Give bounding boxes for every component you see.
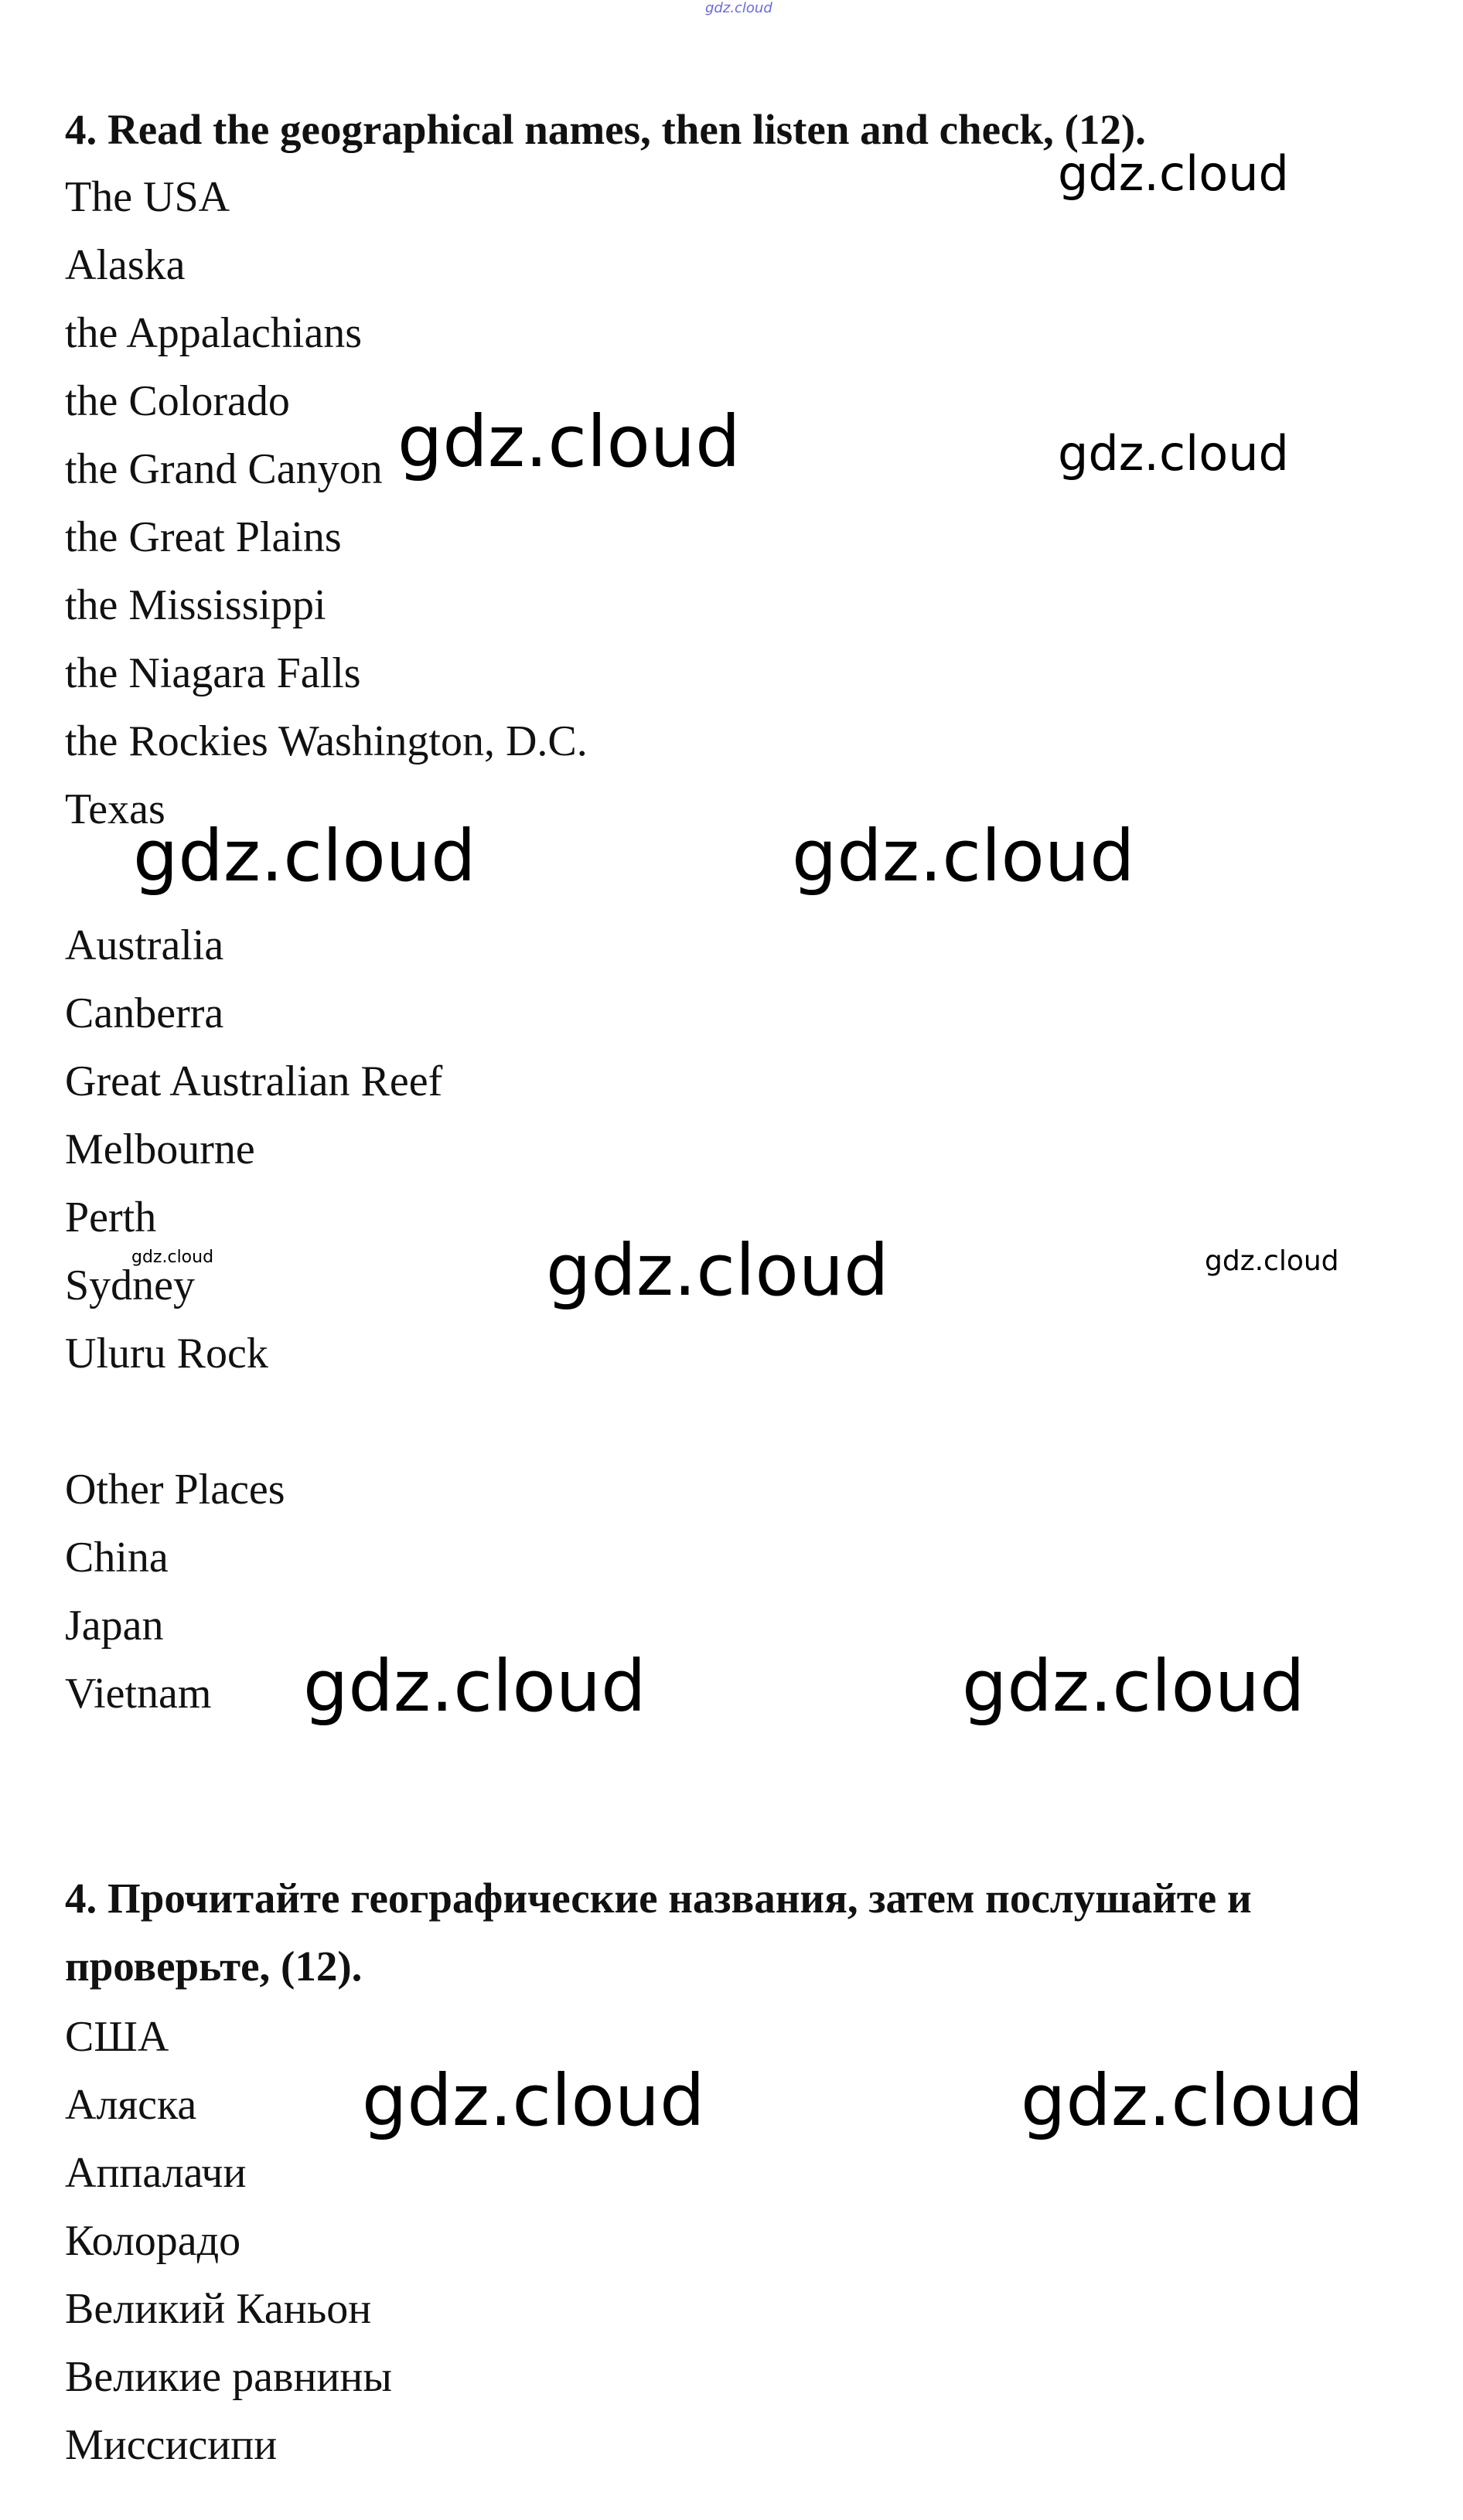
place-name: the Great Plains	[65, 513, 342, 561]
place-name: the Rockies Washington, D.C.	[65, 717, 588, 765]
place-name: The USA	[65, 173, 230, 221]
watermark: gdz.cloud	[1205, 1245, 1339, 1277]
place-name: Uluru Rock	[65, 1330, 268, 1377]
place-name: the Appalachians	[65, 309, 363, 357]
place-name: China	[65, 1534, 169, 1582]
watermark: gdz.cloud	[1058, 145, 1289, 202]
place-name-ru: Аппалачи	[65, 2149, 247, 2197]
watermark: gdz.cloud	[546, 1229, 889, 1312]
place-name: the Grand Canyon	[65, 445, 383, 493]
place-name: Perth	[65, 1194, 157, 1241]
watermark-top: gdz.cloud	[705, 0, 772, 16]
watermark: gdz.cloud	[303, 1645, 646, 1728]
place-name-ru: Великие равнины	[65, 2353, 392, 2401]
exercise-heading-ru-line1: 4. Прочитайте географические названия, затем послушайте и	[65, 1875, 1252, 1922]
place-name-ru: Колорадо	[65, 2217, 241, 2265]
watermark: gdz.cloud	[1058, 425, 1289, 482]
place-name: the Colorado	[65, 377, 290, 425]
exercise-heading-ru-line2: проверьте, (12).	[65, 1943, 363, 1990]
watermark: gdz.cloud	[131, 1248, 214, 1267]
place-name: Melbourne	[65, 1125, 255, 1173]
place-name: Sydney	[65, 1262, 195, 1309]
place-name: Vietnam	[65, 1670, 212, 1718]
place-name-ru: Миссисипи	[65, 2421, 278, 2469]
place-name: the Niagara Falls	[65, 649, 361, 697]
place-name: Australia	[65, 921, 224, 969]
watermark: gdz.cloud	[792, 815, 1135, 897]
place-name: Canberra	[65, 989, 224, 1037]
place-name: Alaska	[65, 241, 186, 289]
exercise-heading-en: 4. Read the geographical names, then listen and check, (12).	[65, 106, 1146, 153]
place-name-ru: Великий Каньон	[65, 2285, 372, 2333]
group-heading-other: Other Places	[65, 1466, 285, 1514]
watermark: gdz.cloud	[1021, 2059, 1364, 2142]
place-name: the Mississippi	[65, 581, 326, 629]
watermark: gdz.cloud	[362, 2059, 705, 2142]
place-name-ru: Аляска	[65, 2081, 197, 2129]
place-name: Japan	[65, 1602, 164, 1650]
watermark: gdz.cloud	[397, 400, 741, 483]
place-name: Great Australian Reef	[65, 1057, 443, 1105]
watermark: gdz.cloud	[962, 1645, 1305, 1728]
place-name: Texas	[65, 785, 165, 833]
place-name-ru: США	[65, 2013, 169, 2061]
watermark: gdz.cloud	[133, 815, 476, 897]
